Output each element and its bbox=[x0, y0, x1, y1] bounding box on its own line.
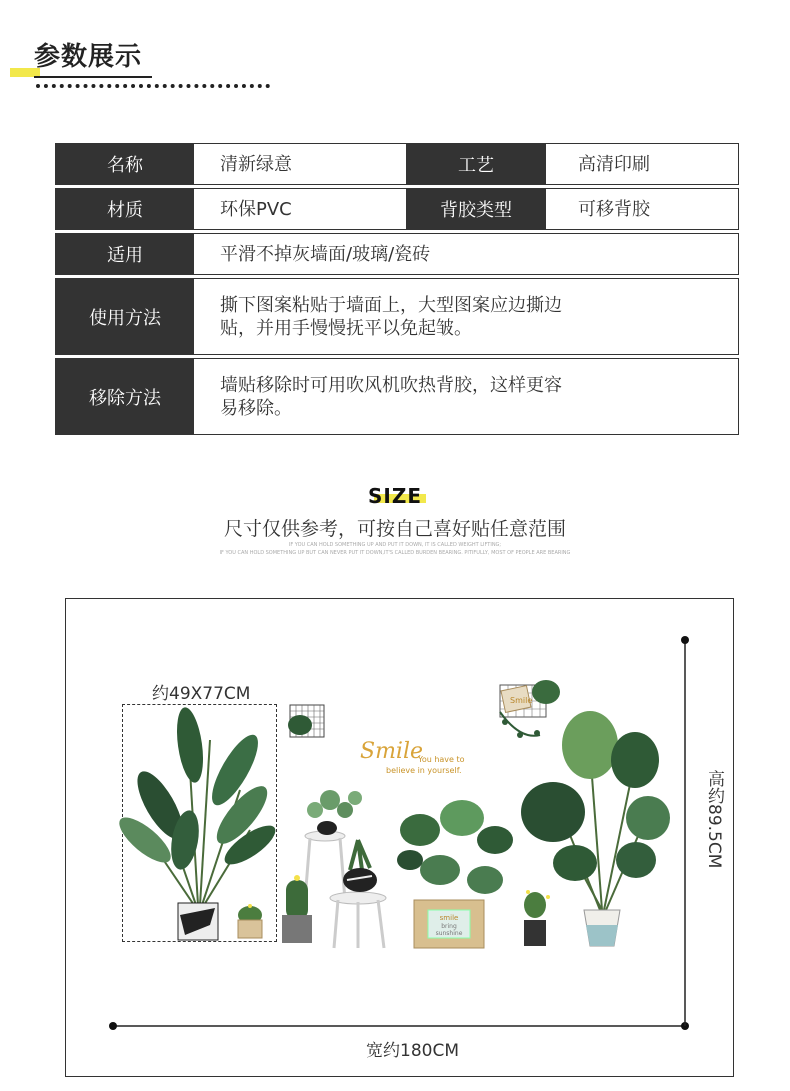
small-size-label: 约49X77CM bbox=[152, 684, 251, 704]
param-key-material: 材质 bbox=[56, 189, 194, 229]
small-cactus-icon bbox=[524, 890, 550, 946]
smile-subtext-2: believe in yourself. bbox=[386, 766, 462, 775]
hanging-sign-icon bbox=[500, 680, 560, 738]
param-value-adhesive: 可移背胶 bbox=[578, 198, 650, 220]
height-label: 高约89.5CM bbox=[704, 770, 724, 869]
param-value-name: 清新绿意 bbox=[220, 153, 292, 175]
size-title: SIZE bbox=[367, 484, 422, 508]
param-key-method: 使用方法 bbox=[56, 279, 194, 354]
crate-text-3: sunshine bbox=[435, 930, 463, 937]
width-label: 宽约180CM bbox=[366, 1041, 459, 1061]
sign-text: Smile bbox=[510, 696, 533, 705]
size-subtitle: 尺寸仅供参考，可按自己喜好贴任意范围 bbox=[223, 518, 566, 540]
grid-frame-icon bbox=[288, 705, 324, 737]
param-key-name: 名称 bbox=[56, 144, 194, 184]
stool-plant-icon bbox=[305, 790, 386, 948]
param-value-material: 环保PVC bbox=[220, 198, 292, 220]
monstera-crate-icon bbox=[397, 800, 513, 948]
param-value-usage: 平滑不掉灰墙面/玻璃/瓷砖 bbox=[220, 243, 431, 265]
smile-text: Smile bbox=[360, 739, 424, 764]
crate-text-1: smile bbox=[439, 914, 459, 922]
crate-text-2: bring bbox=[441, 923, 457, 930]
smile-subtext-1: You have to bbox=[418, 755, 465, 764]
cactus-basket-icon bbox=[238, 904, 262, 938]
param-value-method: 撕下图案粘贴于墙面上，大型图案应边撕边 贴，并用手慢慢抚平以免起皱。 bbox=[220, 294, 562, 339]
param-key-usage: 适用 bbox=[56, 234, 194, 274]
param-value-craft: 高清印刷 bbox=[578, 153, 650, 175]
size-english-line-1: IF YOU CAN HOLD SOMETHING UP AND PUT IT DOWN, IT IS CALLED WEIGHT LIFTING; bbox=[288, 542, 502, 548]
banana-plant-icon bbox=[113, 706, 281, 940]
param-key-craft: 工艺 bbox=[406, 144, 546, 184]
param-key-adhesive: 背胶类型 bbox=[406, 189, 546, 229]
param-key-removal: 移除方法 bbox=[56, 359, 194, 434]
size-english-line-2: IF YOU CAN HOLD SOMETHING UP BUT CAN NEVER PUT IT DOWN,IT'S CALLED BURDEN BEARING. PITIFULLY, MOST OF PEOPLE ARE BEARING bbox=[219, 550, 571, 556]
param-value-removal: 墙贴移除时可用吹风机吹热背胶，这样更容 易移除。 bbox=[220, 374, 562, 419]
section-title: 参数展示 bbox=[34, 42, 143, 72]
